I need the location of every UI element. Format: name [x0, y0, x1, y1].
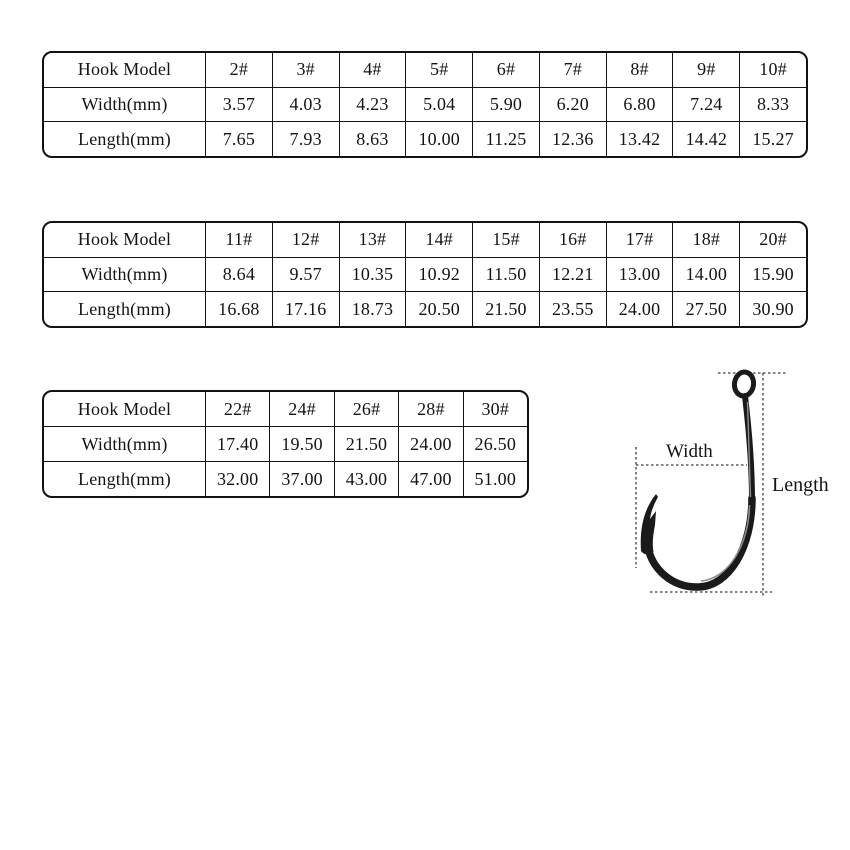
table-value-cell: 12#	[272, 223, 339, 257]
table-row	[44, 392, 527, 426]
row-header-cell: Length(mm)	[78, 468, 171, 489]
table-value-cell: 8.63	[339, 122, 406, 156]
table-value-cell: 43.00	[334, 462, 398, 496]
table-value-cell: 14#	[405, 223, 472, 257]
table-value-cell: 7.93	[272, 122, 339, 156]
table-value-cell: 3#	[272, 53, 339, 87]
table-value-cell: 11#	[205, 223, 272, 257]
table-value-cell: 6.80	[606, 88, 673, 122]
table-value-cell: 5.04	[405, 88, 472, 122]
table-value-cell: 11.50	[472, 258, 539, 292]
table-value-cell: 4.03	[272, 88, 339, 122]
table-value-cell: 18.73	[339, 292, 406, 326]
table-value-cell: 5#	[405, 53, 472, 87]
table-value-cell: 26.50	[463, 427, 527, 461]
table-value-cell: 9#	[672, 53, 739, 87]
length-dimension-label: Length	[772, 474, 829, 496]
hook-spec-table-2-10	[42, 51, 808, 158]
table-row	[44, 53, 806, 87]
hook-point-and-barb	[641, 494, 658, 555]
table-value-cell: 5.90	[472, 88, 539, 122]
table-value-cell: 26#	[334, 392, 398, 426]
table-row	[44, 291, 806, 326]
table-value-cell: 17.40	[205, 427, 269, 461]
table-value-cell: 16#	[539, 223, 606, 257]
row-header-cell: Length(mm)	[78, 298, 171, 319]
table-value-cell: 18#	[672, 223, 739, 257]
table-value-cell: 24.00	[398, 427, 462, 461]
table-value-cell: 30.90	[739, 292, 806, 326]
table-value-cell: 13.42	[606, 122, 673, 156]
table-value-cell: 8.33	[739, 88, 806, 122]
table-value-cell: 10.35	[339, 258, 406, 292]
row-header-cell: Width(mm)	[81, 94, 168, 114]
table-value-cell: 4.23	[339, 88, 406, 122]
hook-spec-table-11-20	[42, 221, 808, 328]
table-value-cell: 17.16	[272, 292, 339, 326]
table-value-cell: 22#	[205, 392, 269, 426]
table-value-cell: 20.50	[405, 292, 472, 326]
table-value-cell: 28#	[398, 392, 462, 426]
table-value-cell: 12.21	[539, 258, 606, 292]
table-value-cell: 23.55	[539, 292, 606, 326]
table-value-cell: 3.57	[205, 88, 272, 122]
table-value-cell: 51.00	[463, 462, 527, 496]
table-value-cell: 12.36	[539, 122, 606, 156]
width-dimension-label: Width	[666, 441, 713, 462]
row-header-cell: Length(mm)	[78, 128, 171, 149]
table-value-cell: 13#	[339, 223, 406, 257]
table-row	[44, 223, 806, 257]
table-value-cell: 10.00	[405, 122, 472, 156]
table-value-cell: 2#	[205, 53, 272, 87]
table-value-cell: 14.42	[672, 122, 739, 156]
row-header-cell: Hook Model	[77, 398, 172, 419]
table-value-cell: 7#	[539, 53, 606, 87]
table-value-cell: 13.00	[606, 258, 673, 292]
table-value-cell: 15.27	[739, 122, 806, 156]
table-row	[44, 257, 806, 292]
table-row	[44, 121, 806, 156]
table-value-cell: 32.00	[205, 462, 269, 496]
hook-eye	[733, 371, 755, 397]
table-value-cell: 24.00	[606, 292, 673, 326]
table-value-cell: 24#	[269, 392, 333, 426]
hook-spec-table-22-30	[42, 390, 529, 498]
table-value-cell: 6.20	[539, 88, 606, 122]
table-value-cell: 20#	[739, 223, 806, 257]
table-value-cell: 11.25	[472, 122, 539, 156]
table-value-cell: 15.90	[739, 258, 806, 292]
table-value-cell: 8#	[606, 53, 673, 87]
table-value-cell: 10#	[739, 53, 806, 87]
hook-bend-highlight	[701, 505, 750, 581]
table-value-cell: 16.68	[205, 292, 272, 326]
table-value-cell: 4#	[339, 53, 406, 87]
table-value-cell: 21.50	[334, 427, 398, 461]
table-value-cell: 14.00	[672, 258, 739, 292]
table-row	[44, 461, 527, 496]
table-row	[44, 426, 527, 461]
row-header-cell: Width(mm)	[81, 433, 168, 454]
table-value-cell: 37.00	[269, 462, 333, 496]
table-value-cell: 47.00	[398, 462, 462, 496]
table-value-cell: 7.65	[205, 122, 272, 156]
table-value-cell: 6#	[472, 53, 539, 87]
table-value-cell: 27.50	[672, 292, 739, 326]
table-value-cell: 21.50	[472, 292, 539, 326]
hook-bend	[647, 498, 752, 587]
row-header-cell: Width(mm)	[81, 264, 168, 284]
table-value-cell: 30#	[463, 392, 527, 426]
table-value-cell: 19.50	[269, 427, 333, 461]
table-value-cell: 9.57	[272, 258, 339, 292]
table-value-cell: 15#	[472, 223, 539, 257]
table-value-cell: 7.24	[672, 88, 739, 122]
row-header-cell: Hook Model	[77, 229, 172, 250]
table-row	[44, 87, 806, 122]
row-header-cell: Hook Model	[77, 59, 172, 80]
table-value-cell: 10.92	[405, 258, 472, 292]
table-value-cell: 17#	[606, 223, 673, 257]
table-value-cell: 8.64	[205, 258, 272, 292]
